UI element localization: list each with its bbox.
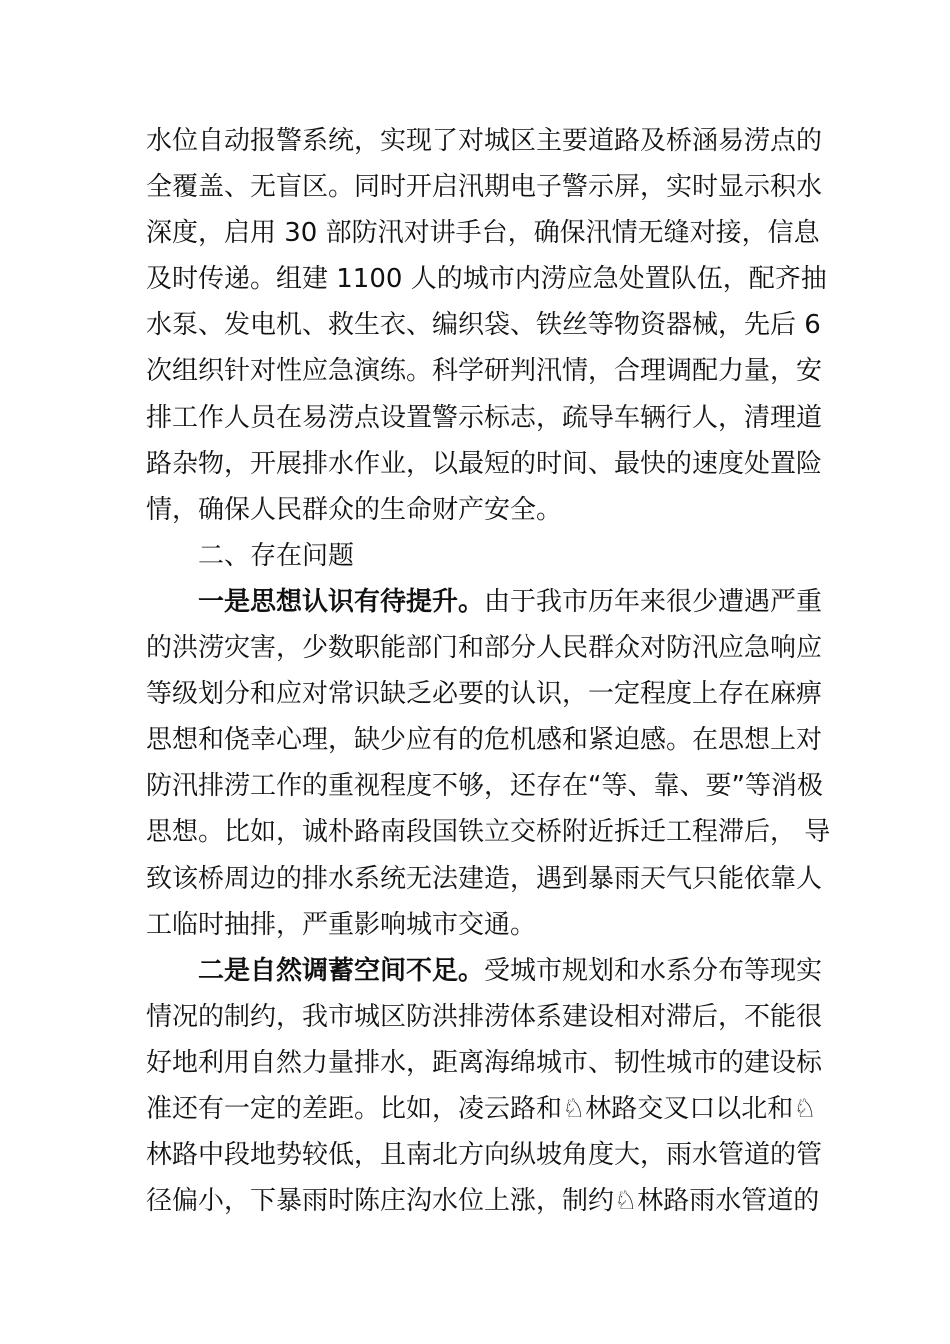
paragraph-line: 防汛排涝工作的重视程度不够，还存在“等、靠、要”等消极	[146, 771, 823, 802]
paragraph-line-text: 受城市规划和水系分布等现实	[484, 955, 823, 986]
paragraph-line: 思想和侥幸心理，缺少应有的危机感和紧迫感。在思想上对	[146, 725, 823, 756]
paragraph-line: 及时传递。组建 1100 人的城市内涝应急处置队伍，配齐抽	[146, 264, 827, 295]
document-body	[146, 118, 831, 1224]
paragraph-lead-bold: 一是思想认识有待提升。	[198, 586, 485, 617]
paragraph-line: 路杂物，开展排水作业，以最短的时间、最快的速度处置险	[146, 448, 823, 479]
paragraph-line: 次组织针对性应急演练。科学研判汛情，合理调配力量，安	[146, 356, 823, 387]
paragraph-line: 水位自动报警系统，实现了对城区主要道路及桥涵易涝点的	[146, 126, 823, 156]
paragraph-line: 水泵、发电机、救生衣、编织袋、铁丝等物资器械，先后 6	[146, 310, 821, 341]
paragraph-first-line	[146, 948, 823, 994]
paragraph-line: 思想。比如，诚朴路南段国铁立交桥附近拆迁工程滞后， 导	[146, 817, 831, 848]
paragraph-line: 等级划分和应对常识缺乏必要的认识，一定程度上存在麻痹	[146, 679, 823, 710]
paragraph-line: 深度，启用 30 部防汛对讲手台，确保汛情无缝对接，信息	[146, 218, 820, 249]
paragraph-line: 排工作人员在易涝点设置警示标志，疏导车辆行人，清理道	[146, 402, 823, 433]
paragraph-line: 林路中段地势较低，且南北方向纵坡角度大，雨水管道的管	[146, 1140, 823, 1171]
paragraph-line: 径偏小，下暴雨时陈庄沟水位上涨，制约♘林路雨水管道的	[146, 1186, 820, 1217]
paragraph-line-text: 由于我市历年来很少遭遇严重	[484, 586, 823, 617]
paragraph-line: 全覆盖、无盲区。同时开启汛期电子警示屏，实时显示积水	[146, 172, 823, 203]
paragraph-first-line	[146, 579, 823, 625]
section-heading: 二、存在问题	[198, 540, 355, 571]
paragraph-line: 情，确保人民群众的生命财产安全。	[146, 494, 563, 525]
paragraph-line: 情况的制约，我市城区防洪排涝体系建设相对滞后，不能很	[146, 1001, 823, 1032]
paragraph-lead-bold: 二是自然调蓄空间不足。	[198, 955, 485, 986]
paragraph-line: 好地利用自然力量排水，距离海绵城市、韧性城市的建设标	[146, 1047, 823, 1078]
paragraph-line: 致该桥周边的排水系统无法建造，遇到暴雨天气只能依靠人	[146, 863, 823, 894]
paragraph-line: 准还有一定的差距。比如，凌云路和♘林路交叉口以北和♘	[146, 1093, 817, 1124]
paragraph-line: 工临时抽排，严重影响城市交通。	[146, 909, 537, 940]
paragraph-line: 的洪涝灾害，少数职能部门和部分人民群众对防汛应急响应	[146, 633, 823, 664]
